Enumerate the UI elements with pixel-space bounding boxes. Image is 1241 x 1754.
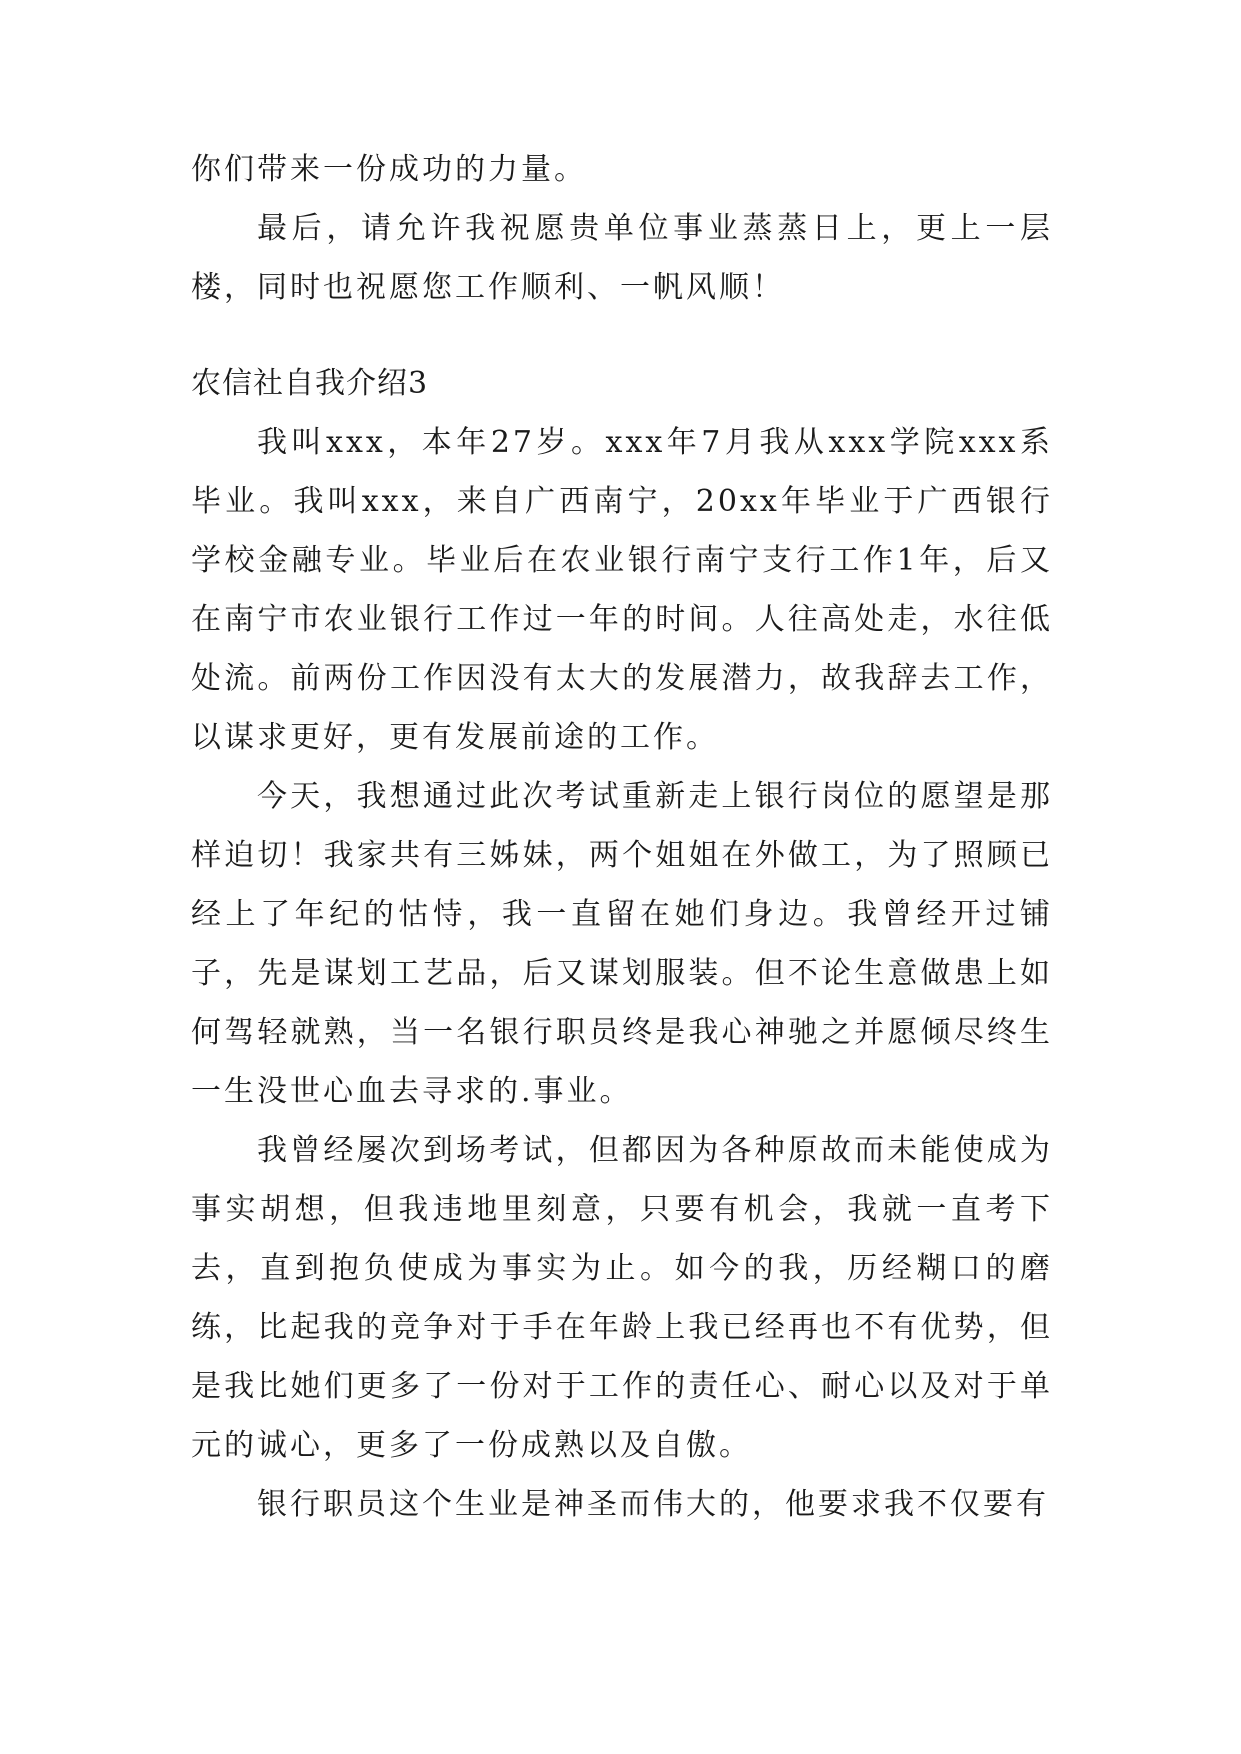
continuation-text: 你们带来一份成功的力量。 (191, 152, 587, 187)
text-body (191, 140, 1053, 1534)
paragraph-3: 我曾经屡次到场考试，但都因为各种原故而未能使成为事实胡想，但我违地里刻意，只要有机会，我就一直考下去，直到抱负使成为事实为止。如今的我，历经糊口的磨练，比起我的竞争对于手在年龄上我已经再也不有优势，但是我比她们更多了一份对于工作的责任心、耐心以及对于单元的诚心，更多了一份成熟以及自傲。 (191, 1133, 1053, 1463)
paragraph-1: 我叫xxx，本年27岁。xxx年7月我从xxx学院xxx系毕业。我叫xxx，来自广西南宁，20xx年毕业于广西银行学校金融专业。毕业后在农业银行南宁支行工作1年，后又在南宁市农业银行工作过一年的时间。人往高处走，水往低处流。前两份工作因没有太大的发展潜力，故我辞去工作，以谋求更好，更有发展前途的工作。 (191, 425, 1053, 755)
paragraph-4: 银行职员这个生业是神圣而伟大的，他要求我不仅要有 (257, 1487, 1049, 1522)
paragraph-2: 今天，我想通过此次考试重新走上银行岗位的愿望是那样迫切！我家共有三姊妹，两个姐姐在外做工，为了照顾已经上了年纪的怙恃，我一直留在她们身边。我曾经开过铺子，先是谋划工艺品，后又谋划服装。但不论生意做患上如何驾轻就熟，当一名银行职员终是我心神驰之并愿倾尽终生一生没世心血去寻求的.事业。 (191, 779, 1053, 1109)
section-gap (191, 317, 1053, 354)
section-title: 农信社自我介绍3 (191, 366, 429, 401)
closing-paragraph: 最后，请允许我祝愿贵单位事业蒸蒸日上，更上一层楼，同时也祝愿您工作顺利、一帆风顺！ (191, 211, 1053, 305)
